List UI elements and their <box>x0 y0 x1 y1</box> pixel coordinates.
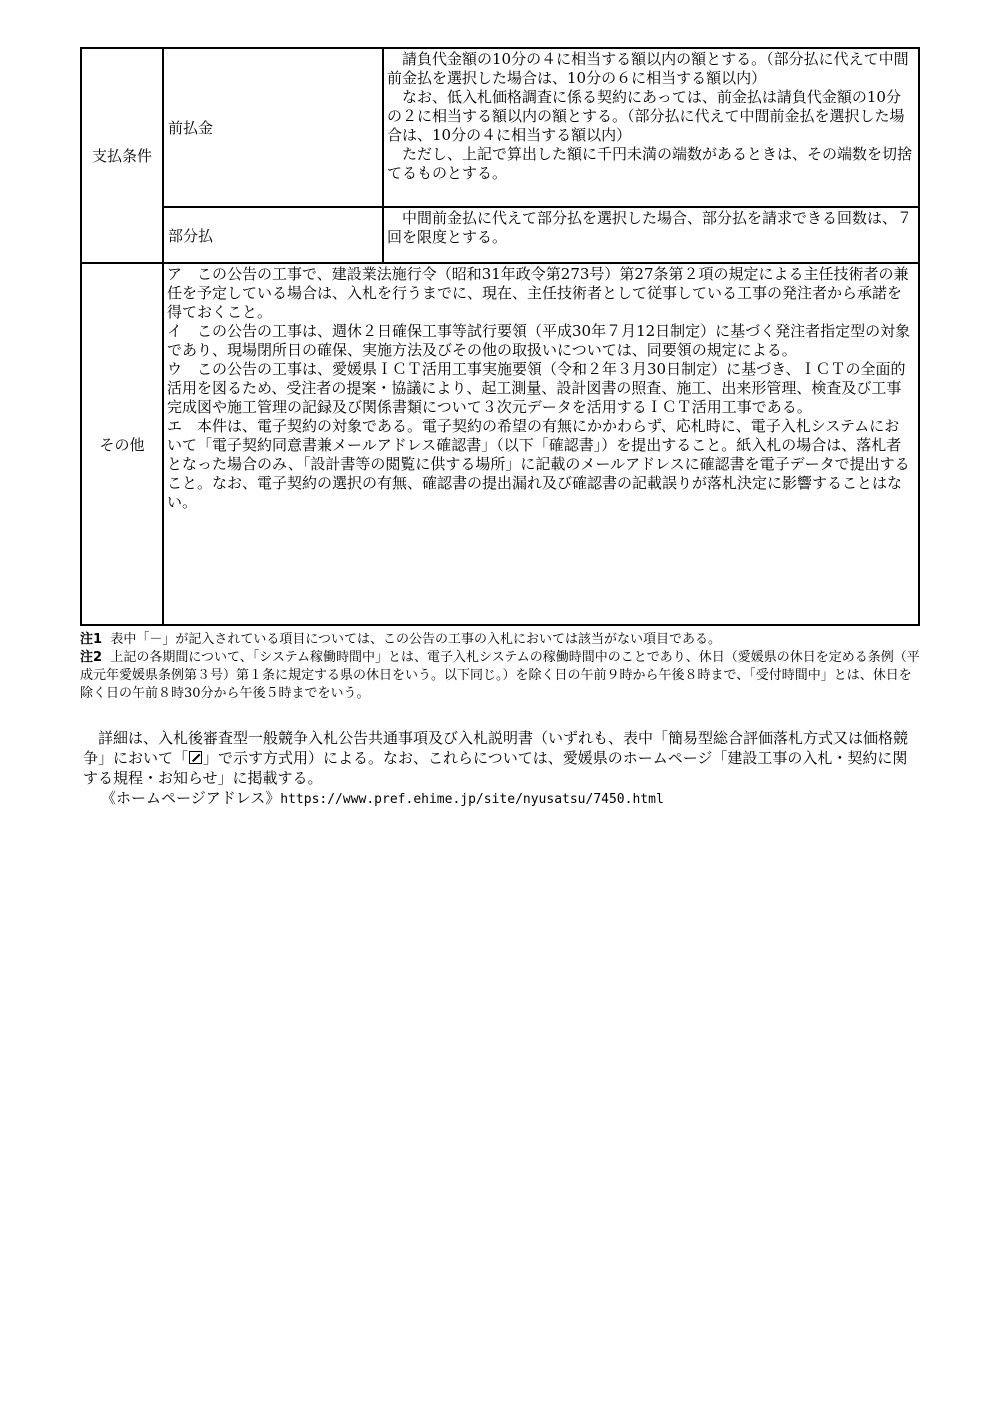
advance-line: ただし、上記で算出した額に千円未満の端数があるときは、その端数を切捨てるものとする。 <box>387 145 913 182</box>
other-label: その他 <box>81 263 163 625</box>
other-row <box>81 263 919 625</box>
note-2-text: 上記の各期間について、「システム稼働時間中」とは、電子入札システムの稼働時間中のことであり、休日（愛媛県の休日を定める条例（平成元年愛媛県条例第３号）第１条に規定する県の休日をいう。以下同じ。）を除く日の午前９時から午後８時まで、「受付時間中」とは、休日を除く日の午前８時30分から午後５時までをいう。 <box>80 650 920 701</box>
homepage-url-link[interactable]: https://www.pref.ehime.jp/site/nyusatsu/7450.html <box>280 792 664 807</box>
detail-section <box>83 728 921 810</box>
other-item: エ 本件は、電子契約の対象である。電子契約の希望の有無にかかわらず、応札時に、電子入札システムにおいて「電子契約同意書兼メールアドレス確認書」（以下「確認書」）を提出すること。紙入札の場合は、落札者となった場合のみ、「設計書等の閲覧に供する場所」に記載のメールアドレスに確認書を電子データで提出すること。なお、電子契約の選択の有無、確認書の提出漏れ及び確認書の記載誤りが落札決定に影響することはない。 <box>167 417 910 511</box>
partial-payment-label: 部分払 <box>163 207 383 263</box>
checked-box-icon <box>189 751 202 764</box>
other-item: ウ この公告の工事は、愛媛県ＩＣＴ活用工事実施要領（令和２年３月30日制定）に基づき、ＩＣＴの全面的活用を図るため、受注者の提案・協議により、起工測量、設計図書の照査、施工、出来形管理、検査及び工事完成図や施工管理の記録及び関係書類について３次元データを活用するＩＣＴ活用工事である。 <box>167 360 906 416</box>
advance-payment-text <box>383 48 919 207</box>
note-2-label: 注2 <box>80 650 103 665</box>
detail-paragraph <box>83 728 921 788</box>
partial-line: 中間前金払に代えて部分払を選択した場合、部分払を請求できる回数は、７回を限度とする。 <box>387 209 913 246</box>
advance-payment-label: 前払金 <box>163 48 383 207</box>
note-1-text: 表中「－」が記入されている項目については、この公告の工事の入札においては該当がない項目である。 <box>110 632 722 647</box>
other-item: ア この公告の工事で、建設業法施行令（昭和31年政令第273号）第27条第２項の規定による主任技術者の兼任を予定している場合は、入札を行うまでに、現在、主任技術者として従事している工事の発注者から承諾を得ておくこと。 <box>167 265 909 321</box>
advance-payment-row <box>81 48 919 207</box>
payment-conditions-label: 支払条件 <box>81 48 163 263</box>
note-1-label: 注1 <box>80 632 103 647</box>
partial-payment-row <box>81 207 919 263</box>
advance-line: 請負代金額の10分の４に相当する額以内の額とする。（部分払に代えて中間前金払を選択した場合は、10分の６に相当する額以内） <box>387 50 909 87</box>
partial-payment-text <box>383 207 919 263</box>
note-2 <box>80 649 920 703</box>
other-item: イ この公告の工事は、週休２日確保工事等試行要領（平成30年７月12日制定）に基づく発注者指定型の対象であり、現場閉所日の確保、実施方法及びその他の取扱いについては、同要領の規定による。 <box>167 322 911 359</box>
homepage-address-line <box>83 788 921 810</box>
note-1 <box>80 631 920 649</box>
conditions-table <box>80 47 920 626</box>
detail-text-before: 詳細は、入札後審査型一般競争入札公告共通事項及び入札説明書（いずれも、表中「簡易型総合評価落札方式又は価格競争」において「 <box>83 729 909 767</box>
detail-text-after: 」で示す方式用）による。なお、これらについては、愛媛県のホームページ「建設工事の入札・契約に関する規程・お知らせ」に掲載する。 <box>83 749 908 787</box>
advance-line: なお、低入札価格調査に係る契約にあっては、前金払は請負代金額の10分の２に相当する額以内の額とする。（部分払に代えて中間前金払を選択した場合は、10分の４に相当する額以内） <box>387 88 905 144</box>
homepage-address-label: 《ホームページアドレス》 <box>101 789 281 807</box>
other-text <box>163 263 919 625</box>
notes-section <box>80 631 920 703</box>
